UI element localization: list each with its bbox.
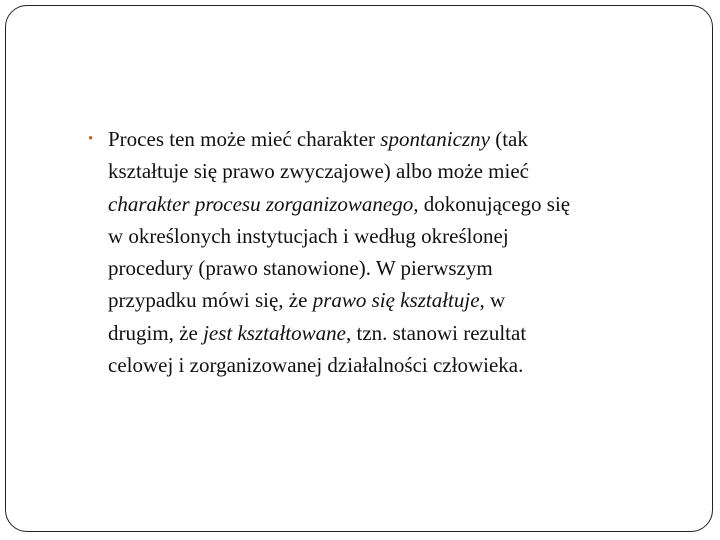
italic-term: jest kształtowane — [203, 320, 346, 345]
slide-content — [86, 123, 696, 381]
italic-term: spontaniczny — [380, 127, 490, 151]
paragraph-line: w określonych instytucjach i według określonej — [108, 223, 509, 248]
paragraph-line: celowej i zorganizowanej działalności człowieka. — [108, 353, 524, 378]
italic-term: prawo się kształtuje — [312, 288, 480, 313]
slide-frame — [5, 5, 713, 532]
paragraph-line: Proces ten może mieć charakter spontaniczny (tak — [108, 127, 528, 151]
paragraph-line: procedury (prawo stanowione). W pierwszym — [108, 256, 493, 281]
paragraph-line: przypadku mówi się, że prawo się kształtuje, w — [108, 288, 506, 313]
bullet-icon: • — [88, 131, 94, 147]
paragraph-line: charakter procesu zorganizowanego, dokonującego się — [108, 191, 571, 216]
paragraph-line: kształtuje się prawo zwyczajowe) albo może mieć — [108, 159, 529, 184]
bullet-paragraph — [86, 123, 696, 381]
italic-term: charakter procesu zorganizowanego, — [108, 191, 419, 216]
paragraph-line: drugim, że jest kształtowane, tzn. stanowi rezultat — [108, 320, 527, 345]
